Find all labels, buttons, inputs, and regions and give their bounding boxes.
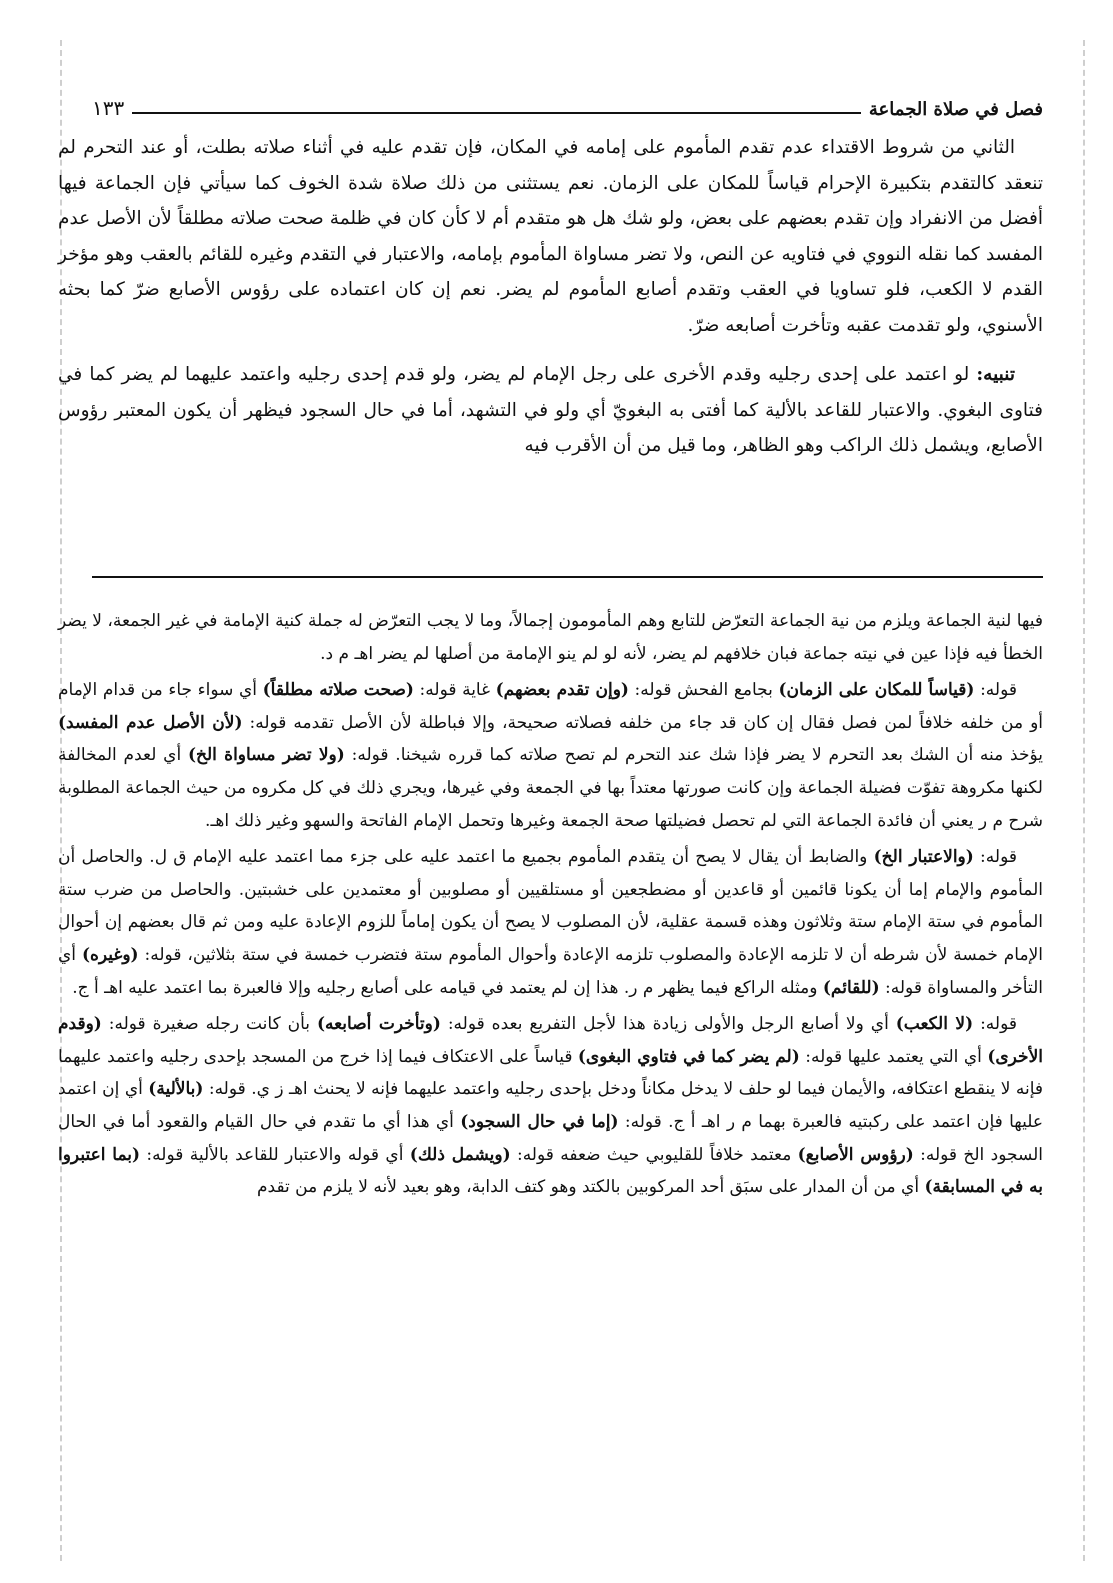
quoted-lemma: (ولا تضر مساواة الخ) xyxy=(187,745,345,766)
commentary-text: أي هذا أي ما تقدم في حال القيام والقعود أما في الحال السجود الخ قوله: xyxy=(58,1111,1044,1165)
note-label: تنبيه: xyxy=(976,364,1015,385)
quoted-lemma: (رؤوس الأصابع) xyxy=(797,1144,914,1165)
header-rule xyxy=(132,112,861,114)
commentary-paragraph xyxy=(58,1008,1043,1204)
note-text: لو اعتمد على إحدى رجليه وقدم الأخرى على رجل الإمام لم يضر، ولو قدم إحدى رجليه واعتمد عليهما لم يضر كما في فتاوى البغوي. والاعتبار للقاعد بالألية كما أفتى به البغويّ أي ولو في التشهد، أما في حال السجود فيظهر أن يكون المعتبر رؤوس الأصابع، ويشمل ذلك الراكب وهو الظاهر، وما قيل من أن الأقرب فيه xyxy=(58,364,1043,456)
commentary-text: أي ولا أصابع الرجل والأولى زيادة هذا لأجل التفريع بعده قوله: xyxy=(440,1014,896,1035)
main-text xyxy=(58,130,1043,464)
commentary-text: والضابط أن يقال لا يصح أن يتقدم المأموم بجميع ما اعتمد عليه على جزء مما اعتمد عليه الإمام ق ل. والحاصل أن المأموم والإمام إما أن يكونا قائمين أو قاعدين أو مضطجعين أو مستلقيين أو مصلوبين أو معتمدين على خشبتين. والحاصل من ضرب ستة المأموم في ستة الإمام ستة وثلاثون وهذه قسمة عقلية، لأن المصلوب لا يصح أن يكون إماماً للزوم الإعادة عليه ومن ثم قال بعضهم إن أحوال الإمام خمسة لأن شرطه أن لا تلزمه الإعادة والمصلوب تلزمه الإعادة وأحوال المأموم ستة فتضرب خمسة في ستة بثلاثين، قوله: xyxy=(58,847,1043,965)
main-paragraph: الثاني من شروط الاقتداء عدم تقدم المأموم على إمامه في المكان، فإن تقدم عليه في أثناء صلاته بطلت، أو عند التحرم لم تنعقد كالتقدم بتكبيرة الإحرام قياساً للمكان على الزمان. نعم يستثنى من ذلك صلاة شدة الخوف كما سيأتي فإن الجماعة فيها أفضل من الانفراد وإن تقدم بعضهم على بعض، ولو شك هل هو متقدم أم لا كأن كان في ظلمة صحت صلاته مطلقاً لأن الأصل عدم المفسد كما نقله النووي في فتاويه عن النص، ولا تضر مساواة المأموم بإمامه، والاعتبار في التقدم وغيره للقائم بالعقب وهو مؤخر القدم لا الكعب، فلو تساويا في العقب وتقدم أصابع المأموم لم يضر. نعم إن كان اعتماده على رؤوس الأصابع ضرّ كما بحثه الأسنوي، ولو تقدمت عقبه وتأخرت أصابعه ضرّ. xyxy=(58,137,1043,336)
commentary-text: يؤخذ منه أن الشك بعد التحرم لا يضر فإذا شك عند التحرم لم تصح صلاته كما قرره شيخنا. قوله: xyxy=(344,745,1043,766)
commentary-text: ومثله الراكع فيما يظهر م ر. هذا إن لم يعتمد في قيامه على أصابع رجليه وإلا فالعبرة بما اعتمد عليه اهـ أ ج. xyxy=(72,977,823,998)
quoted-lemma: (وغيره) xyxy=(81,944,139,965)
commentary-text: أي التي يعتمد عليها قوله: xyxy=(799,1046,988,1067)
commentary-text: معتمد خلافاً للقليوبي حيث ضعفه قوله: xyxy=(510,1144,798,1165)
footnote-divider xyxy=(92,576,1043,578)
quoted-lemma: (لأن الأصل عدم المفسد) xyxy=(58,712,243,733)
commentary-text: قياساً على الاعتكاف فيما إذا خرج من المسجد بإحدى رجليه واعتمد عليهما فإنه لا ينقطع اعتكافه، والأيمان فيما لو حلف لا يدخل مكاناً ودخل بإحدى رجليه واعتمد عليهما فإنه لا يحنث اهـ ز ي. قوله: xyxy=(58,1046,1043,1100)
commentary-text: قوله: xyxy=(973,1014,1017,1035)
quoted-lemma: (إما في حال السجود) xyxy=(460,1111,619,1132)
commentary xyxy=(58,605,1043,1208)
quoted-lemma: (للقائم) xyxy=(822,977,880,998)
page-number: ١٣٣ xyxy=(92,96,125,120)
quoted-lemma: (لم يضر كما في فتاوي البغوى) xyxy=(577,1046,800,1067)
quoted-lemma: (بالألية) xyxy=(148,1079,204,1100)
commentary-text: قوله: xyxy=(973,847,1017,868)
quoted-lemma: (وإن تقدم بعضهم) xyxy=(495,680,629,701)
commentary-text: غاية قوله: xyxy=(413,680,496,701)
commentary-text: أي سواء جاء من قدام الإمام أو من خلفه خلافاً لمن فصل فقال إن كان قد جاء من خلفه فصلاته صحيحة، وإلا فباطلة لأن الأصل تقدمه قوله: xyxy=(58,680,1044,733)
quoted-lemma: (والاعتبار الخ) xyxy=(873,847,974,868)
commentary-text: أي لعدم المخالفة لكنها مكروهة تفوّت فضيلة الجماعة وإن كانت صورتها معتداً بها في الجمعة وفي غيرها، ويجري ذلك في كل مكروه من حيث الجماعة المطلوبة شرح م ر يعني أن فائدة الجماعة التي لم تحصل فضيلتها صحة الجمعة وغيرها وتحمل الإمام الفاتحة والسهو وغير ذلك اهـ. xyxy=(58,745,1043,831)
commentary-paragraph: فيها لنية الجماعة ويلزم من نية الجماعة التعرّض للتابع وهم المأمومون إجمالاً، وما لا يجب التعرّض له جملة كنية الإمامة في غير الجمعة، لا يضر الخطأ فيه فإذا عين في نيته جماعة فبان خلافهم لم يضر، لأنه لو لم ينو الإمامة من أصلها لم يضر اهـ م د. xyxy=(58,611,1043,664)
commentary-paragraph xyxy=(58,674,1043,837)
quoted-lemma: (صحت صلاته مطلقاً) xyxy=(262,680,414,701)
quoted-lemma: (قياساً للمكان على الزمان) xyxy=(778,680,975,701)
quoted-lemma: (وقدم الأخرى) xyxy=(58,1014,1043,1067)
running-header xyxy=(92,90,1043,120)
quoted-lemma: (لا الكعب) xyxy=(895,1014,974,1035)
quoted-lemma: (ويشمل ذلك) xyxy=(409,1144,511,1165)
quoted-lemma: (بما اعتبروا به في المسابقة) xyxy=(58,1144,1043,1198)
commentary-paragraph xyxy=(58,841,1043,1004)
commentary-text: بأن كانت رجله صغيرة قوله: xyxy=(101,1014,317,1035)
quoted-lemma: (وتأخرت أصابعه) xyxy=(316,1014,441,1035)
note-paragraph xyxy=(58,357,1043,464)
commentary-text: أي التأخر والمساواة قوله: xyxy=(58,944,1043,998)
commentary-text: بجامع الفحش قوله: xyxy=(628,680,779,701)
commentary-text: أي قوله والاعتبار للقاعد بالألية قوله: xyxy=(140,1144,410,1165)
chapter-title: فصل في صلاة الجماعة xyxy=(868,99,1043,120)
commentary-text: أي إن اعتمد عليها فإن اعتمد على ركبتيه فالعبرة بهما م ر اهـ أ ج. قوله: xyxy=(58,1079,1043,1132)
commentary-text: أي من أن المدار على سبَق أحد المركوبين بالكتد وهو كتف الدابة، وهو بعيد لأنه لا يلزم من تقدم xyxy=(257,1177,925,1198)
commentary-text: قوله: xyxy=(974,680,1017,701)
